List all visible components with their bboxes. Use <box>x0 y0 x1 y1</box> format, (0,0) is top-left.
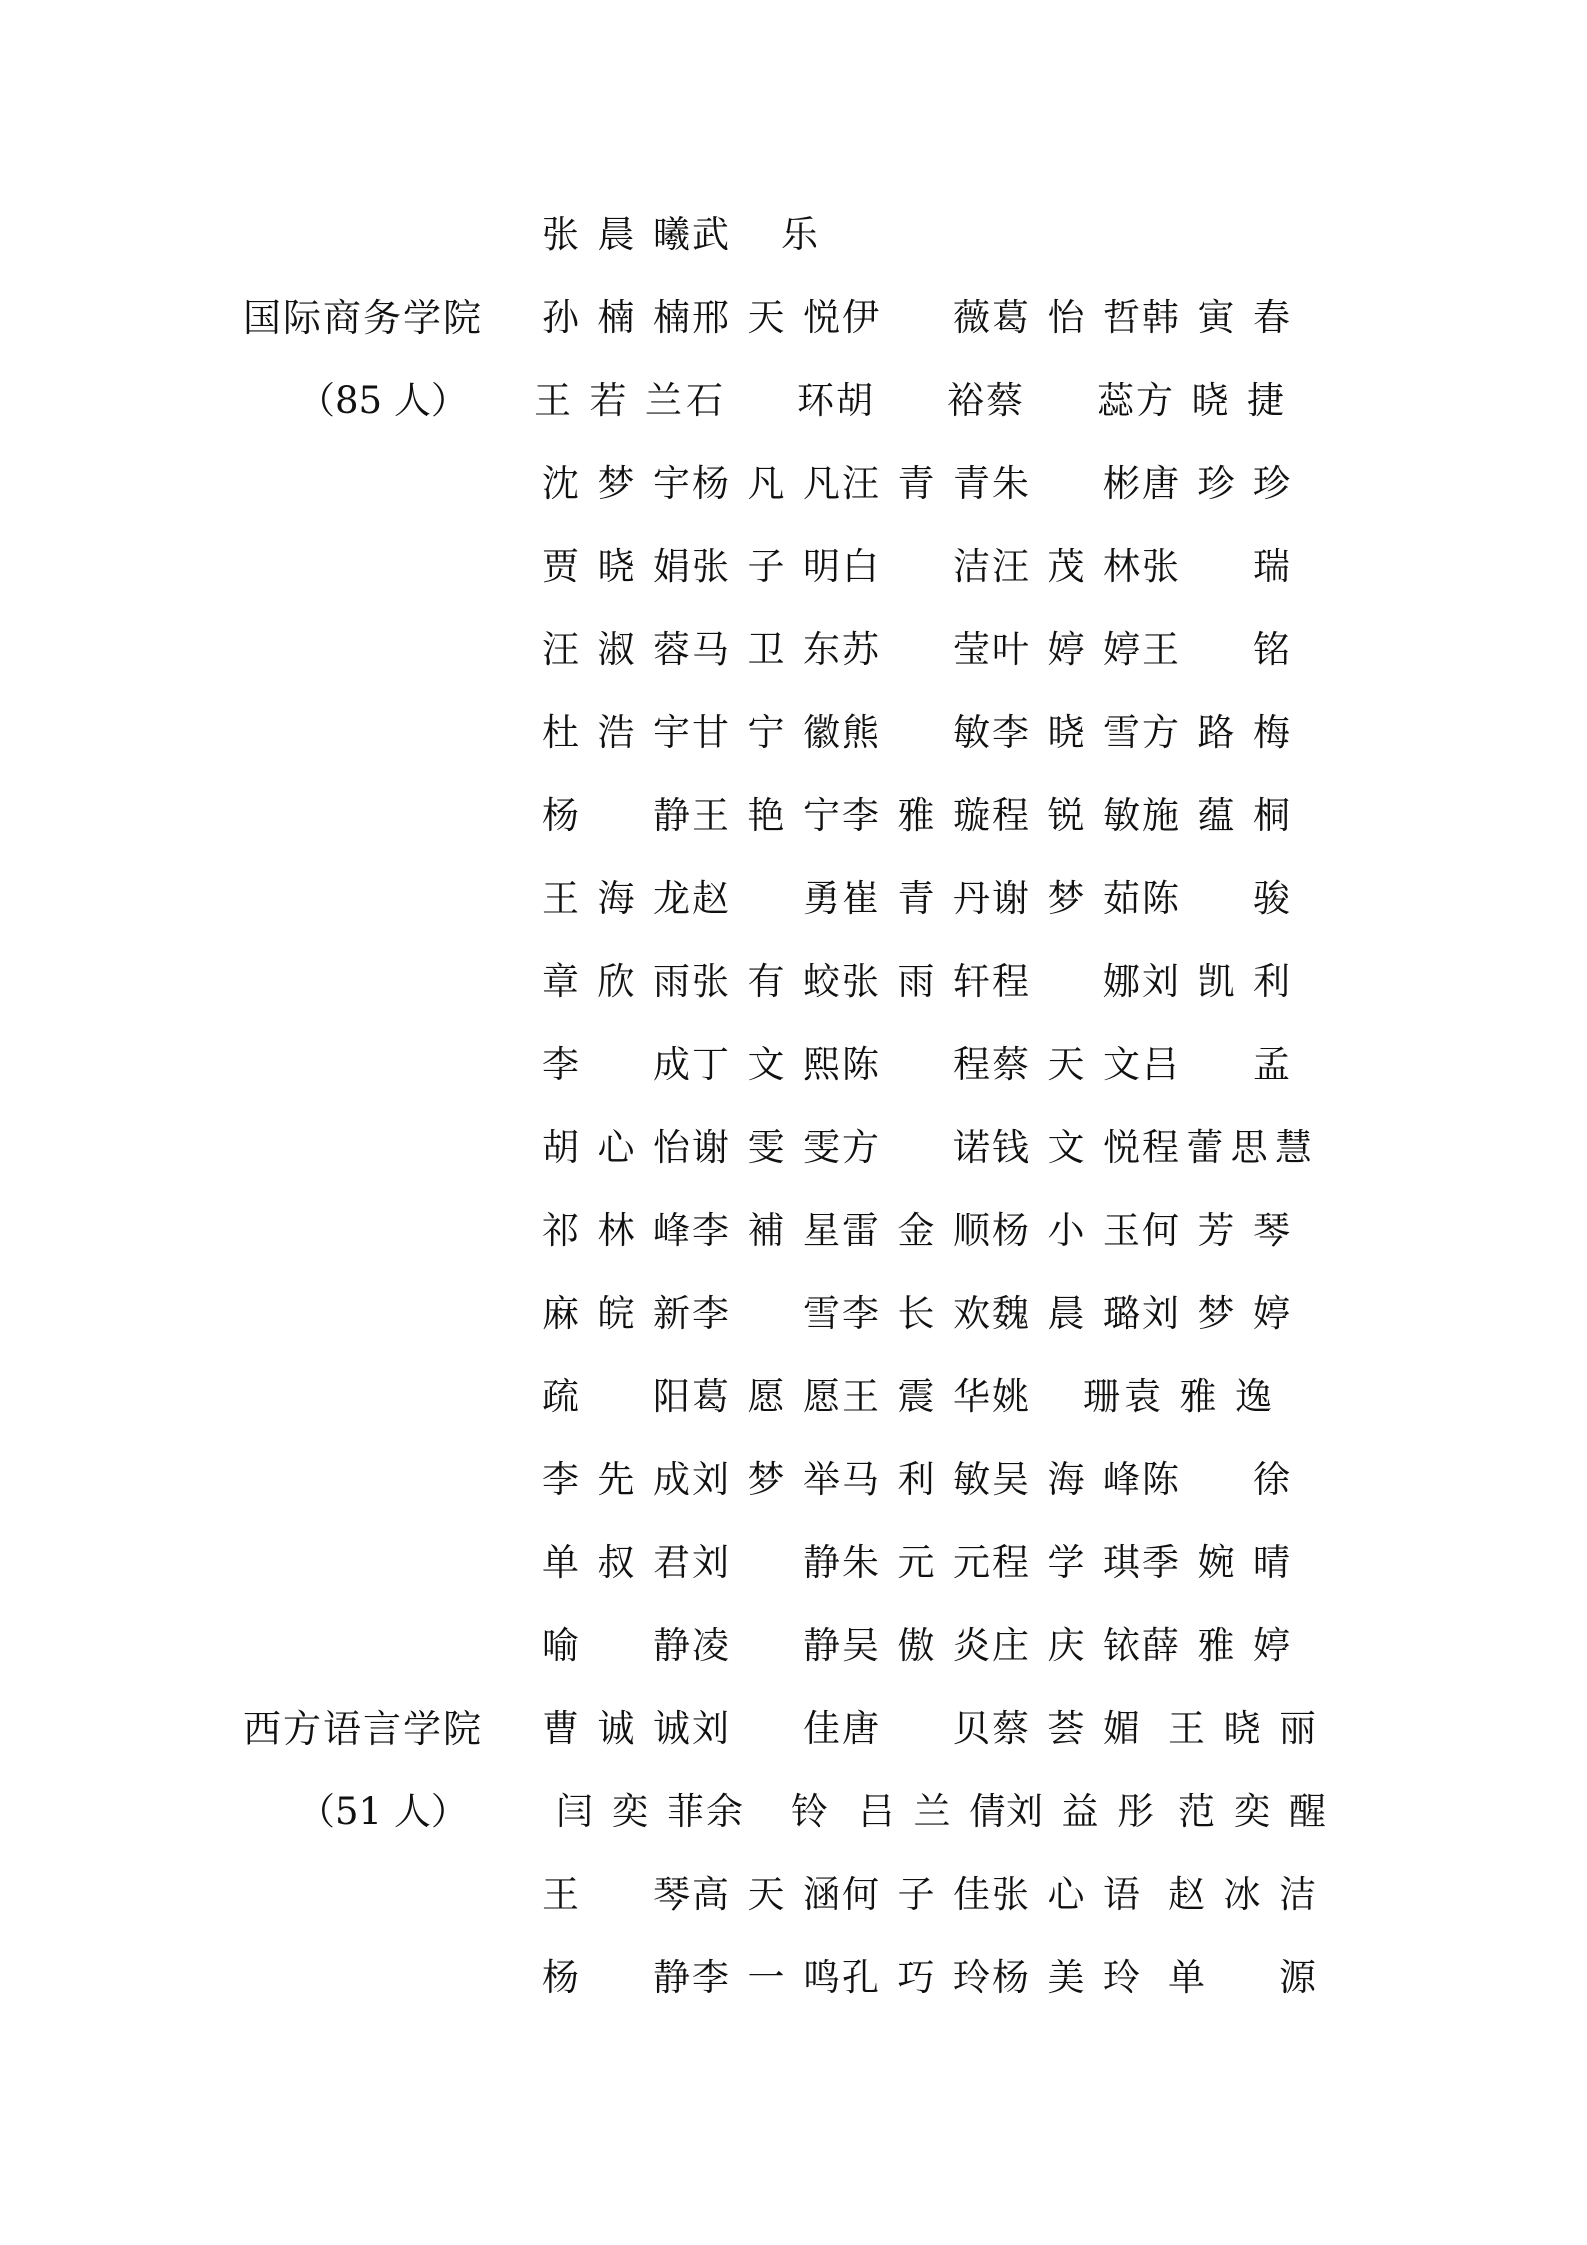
student-name: 张 瑞 <box>1142 545 1292 588</box>
student-name: 蔡荟媚 <box>992 1707 1142 1750</box>
name-row <box>0 1943 1587 2013</box>
student-name: 蔡天文 <box>992 1043 1142 1086</box>
student-name: 谢雯雯 <box>692 1126 842 1169</box>
college-name: 国际商务学院 <box>243 296 484 340</box>
student-name: 范奕醒 <box>1178 1790 1328 1833</box>
student-name: 王 铭 <box>1142 628 1292 671</box>
student-name: 杨 静 <box>542 1956 692 1999</box>
student-name: 叶婷婷 <box>992 628 1142 671</box>
student-name: 钱文悦 <box>992 1126 1142 1169</box>
student-name: 祁林峰 <box>542 1209 692 1252</box>
student-name: 朱 彬 <box>992 462 1142 505</box>
student-name: 程学琪 <box>992 1541 1142 1584</box>
student-name: 张心语 <box>992 1873 1142 1916</box>
student-name: 闫奕菲 <box>556 1790 706 1833</box>
student-name: 高天涵 <box>692 1873 842 1916</box>
student-name: 刘 佳 <box>692 1707 842 1750</box>
student-name: 施蕴桐 <box>1142 794 1292 837</box>
college-count: （85 人） <box>298 379 468 422</box>
student-name: 疏 阳 <box>542 1375 692 1418</box>
name-row <box>0 781 1587 851</box>
student-name: 李補星 <box>692 1209 842 1252</box>
student-name: 苏 莹 <box>842 628 992 671</box>
student-name: 单 源 <box>1168 1956 1318 1999</box>
student-name: 李 成 <box>542 1043 692 1086</box>
student-name: 何芳琴 <box>1142 1209 1292 1252</box>
student-name: 谢梦茹 <box>992 877 1142 920</box>
student-name: 杨凡凡 <box>692 462 842 505</box>
student-name: 赵 勇 <box>692 877 842 920</box>
student-name: 甘宁徽 <box>692 711 842 754</box>
student-name: 邢天悦 <box>692 296 842 339</box>
student-name: 葛愿愿 <box>692 1375 842 1418</box>
name-row <box>0 283 1587 353</box>
student-name: 杨 静 <box>542 794 692 837</box>
student-name: 汪茂林 <box>992 545 1142 588</box>
student-name: 王艳宁 <box>692 794 842 837</box>
student-name: 韩寅春 <box>1142 296 1292 339</box>
student-name: 唐珍珍 <box>1142 462 1292 505</box>
student-name: 沈梦宇 <box>542 462 692 505</box>
student-name: 王若兰 <box>534 379 684 422</box>
student-name: 杨美玲 <box>992 1956 1142 1999</box>
student-name: 贾晓娟 <box>542 545 692 588</box>
student-name: 吴傲炎 <box>842 1624 992 1667</box>
college-name: 西方语言学院 <box>243 1707 484 1751</box>
student-name: 程 娜 <box>992 960 1142 1003</box>
student-name: 单叔君 <box>542 1541 692 1584</box>
student-name: 白 洁 <box>842 545 992 588</box>
student-name: 刘益彤 <box>1006 1790 1156 1833</box>
student-name: 刘凯利 <box>1142 960 1292 1003</box>
student-name: 熊 敏 <box>842 711 992 754</box>
student-name: 曹诚诚 <box>542 1707 692 1750</box>
student-name: 马卫东 <box>692 628 842 671</box>
student-name: 刘梦婷 <box>1142 1292 1292 1335</box>
student-name: 张晨曦 <box>542 213 692 256</box>
name-row <box>0 366 1587 436</box>
student-name: 李先成 <box>542 1458 692 1501</box>
name-row <box>0 1445 1587 1515</box>
student-name: 王晓丽 <box>1168 1707 1318 1750</box>
name-row <box>0 1362 1587 1432</box>
name-row <box>0 1528 1587 1598</box>
student-name: 杜浩宇 <box>542 711 692 754</box>
student-name: 孙楠楠 <box>542 296 692 339</box>
name-row <box>0 449 1587 519</box>
name-row <box>0 615 1587 685</box>
student-name: 王震华 <box>842 1375 992 1418</box>
student-name: 胡心怡 <box>542 1126 692 1169</box>
student-name: 李长欢 <box>842 1292 992 1335</box>
student-name: 季婉晴 <box>1142 1541 1292 1584</box>
student-name: 刘 静 <box>692 1541 842 1584</box>
student-name: 李晓雪 <box>992 711 1142 754</box>
student-name: 杨小玉 <box>992 1209 1142 1252</box>
student-name: 凌 静 <box>692 1624 842 1667</box>
student-name: 张有蛟 <box>692 960 842 1003</box>
student-name: 陈 骏 <box>1142 877 1292 920</box>
name-row <box>0 864 1587 934</box>
student-name: 章欣雨 <box>542 960 692 1003</box>
name-row <box>0 532 1587 602</box>
student-name: 葛怡哲 <box>992 296 1142 339</box>
student-name: 麻皖新 <box>542 1292 692 1335</box>
student-name: 李 雪 <box>692 1292 842 1335</box>
student-name: 孔巧玲 <box>842 1956 992 1999</box>
student-name: 吕 孟 <box>1142 1043 1292 1086</box>
student-name: 赵冰洁 <box>1168 1873 1318 1916</box>
student-name: 张雨轩 <box>842 960 992 1003</box>
student-name: 王海龙 <box>542 877 692 920</box>
student-name: 丁文熙 <box>692 1043 842 1086</box>
student-name: 袁雅逸 <box>1124 1375 1274 1418</box>
student-name: 朱元元 <box>842 1541 992 1584</box>
name-row <box>0 947 1587 1017</box>
student-name: 李雅璇 <box>842 794 992 837</box>
student-name: 伊 薇 <box>842 296 992 339</box>
student-name: 薛雅婷 <box>1142 1624 1292 1667</box>
student-name: 喻 静 <box>542 1624 692 1667</box>
student-name: 吴海峰 <box>992 1458 1142 1501</box>
name-row <box>0 1279 1587 1349</box>
name-row <box>0 1611 1587 1681</box>
student-name: 吕兰倩 <box>858 1790 1008 1833</box>
student-name: 程蕾思慧 <box>1142 1126 1312 1169</box>
student-name: 李一鸣 <box>692 1956 842 1999</box>
student-name: 方 诺 <box>842 1126 992 1169</box>
student-name: 庄庆铱 <box>992 1624 1142 1667</box>
name-row <box>0 1694 1587 1764</box>
student-name: 蔡 蕊 <box>986 379 1136 422</box>
name-row <box>0 1860 1587 1930</box>
student-name: 马利敏 <box>842 1458 992 1501</box>
name-row <box>0 698 1587 768</box>
student-name: 汪青青 <box>842 462 992 505</box>
student-name: 方晓捷 <box>1136 379 1286 422</box>
student-name: 陈 程 <box>842 1043 992 1086</box>
student-name: 武 乐 <box>692 213 820 256</box>
college-count: （51 人） <box>298 1790 468 1833</box>
name-row <box>0 1113 1587 1183</box>
student-name: 魏晨璐 <box>992 1292 1142 1335</box>
student-name: 刘梦举 <box>692 1458 842 1501</box>
student-name: 王 琴 <box>542 1873 692 1916</box>
name-row <box>0 1777 1587 1847</box>
name-row <box>0 200 1587 270</box>
student-name: 方路梅 <box>1142 711 1292 754</box>
student-name: 余 铃 <box>706 1790 830 1833</box>
student-name: 唐 贝 <box>842 1707 992 1750</box>
student-name: 崔青丹 <box>842 877 992 920</box>
student-name: 程锐敏 <box>992 794 1142 837</box>
name-row <box>0 1196 1587 1266</box>
student-name: 雷金顺 <box>842 1209 992 1252</box>
student-name: 汪淑蓉 <box>542 628 692 671</box>
student-name: 石 环 <box>686 379 836 422</box>
name-row <box>0 1030 1587 1100</box>
student-name: 姚 珊 <box>992 1375 1122 1418</box>
student-name: 何子佳 <box>842 1873 992 1916</box>
student-name: 胡 裕 <box>836 379 986 422</box>
student-name: 张子明 <box>692 545 842 588</box>
student-name: 陈 徐 <box>1142 1458 1292 1501</box>
